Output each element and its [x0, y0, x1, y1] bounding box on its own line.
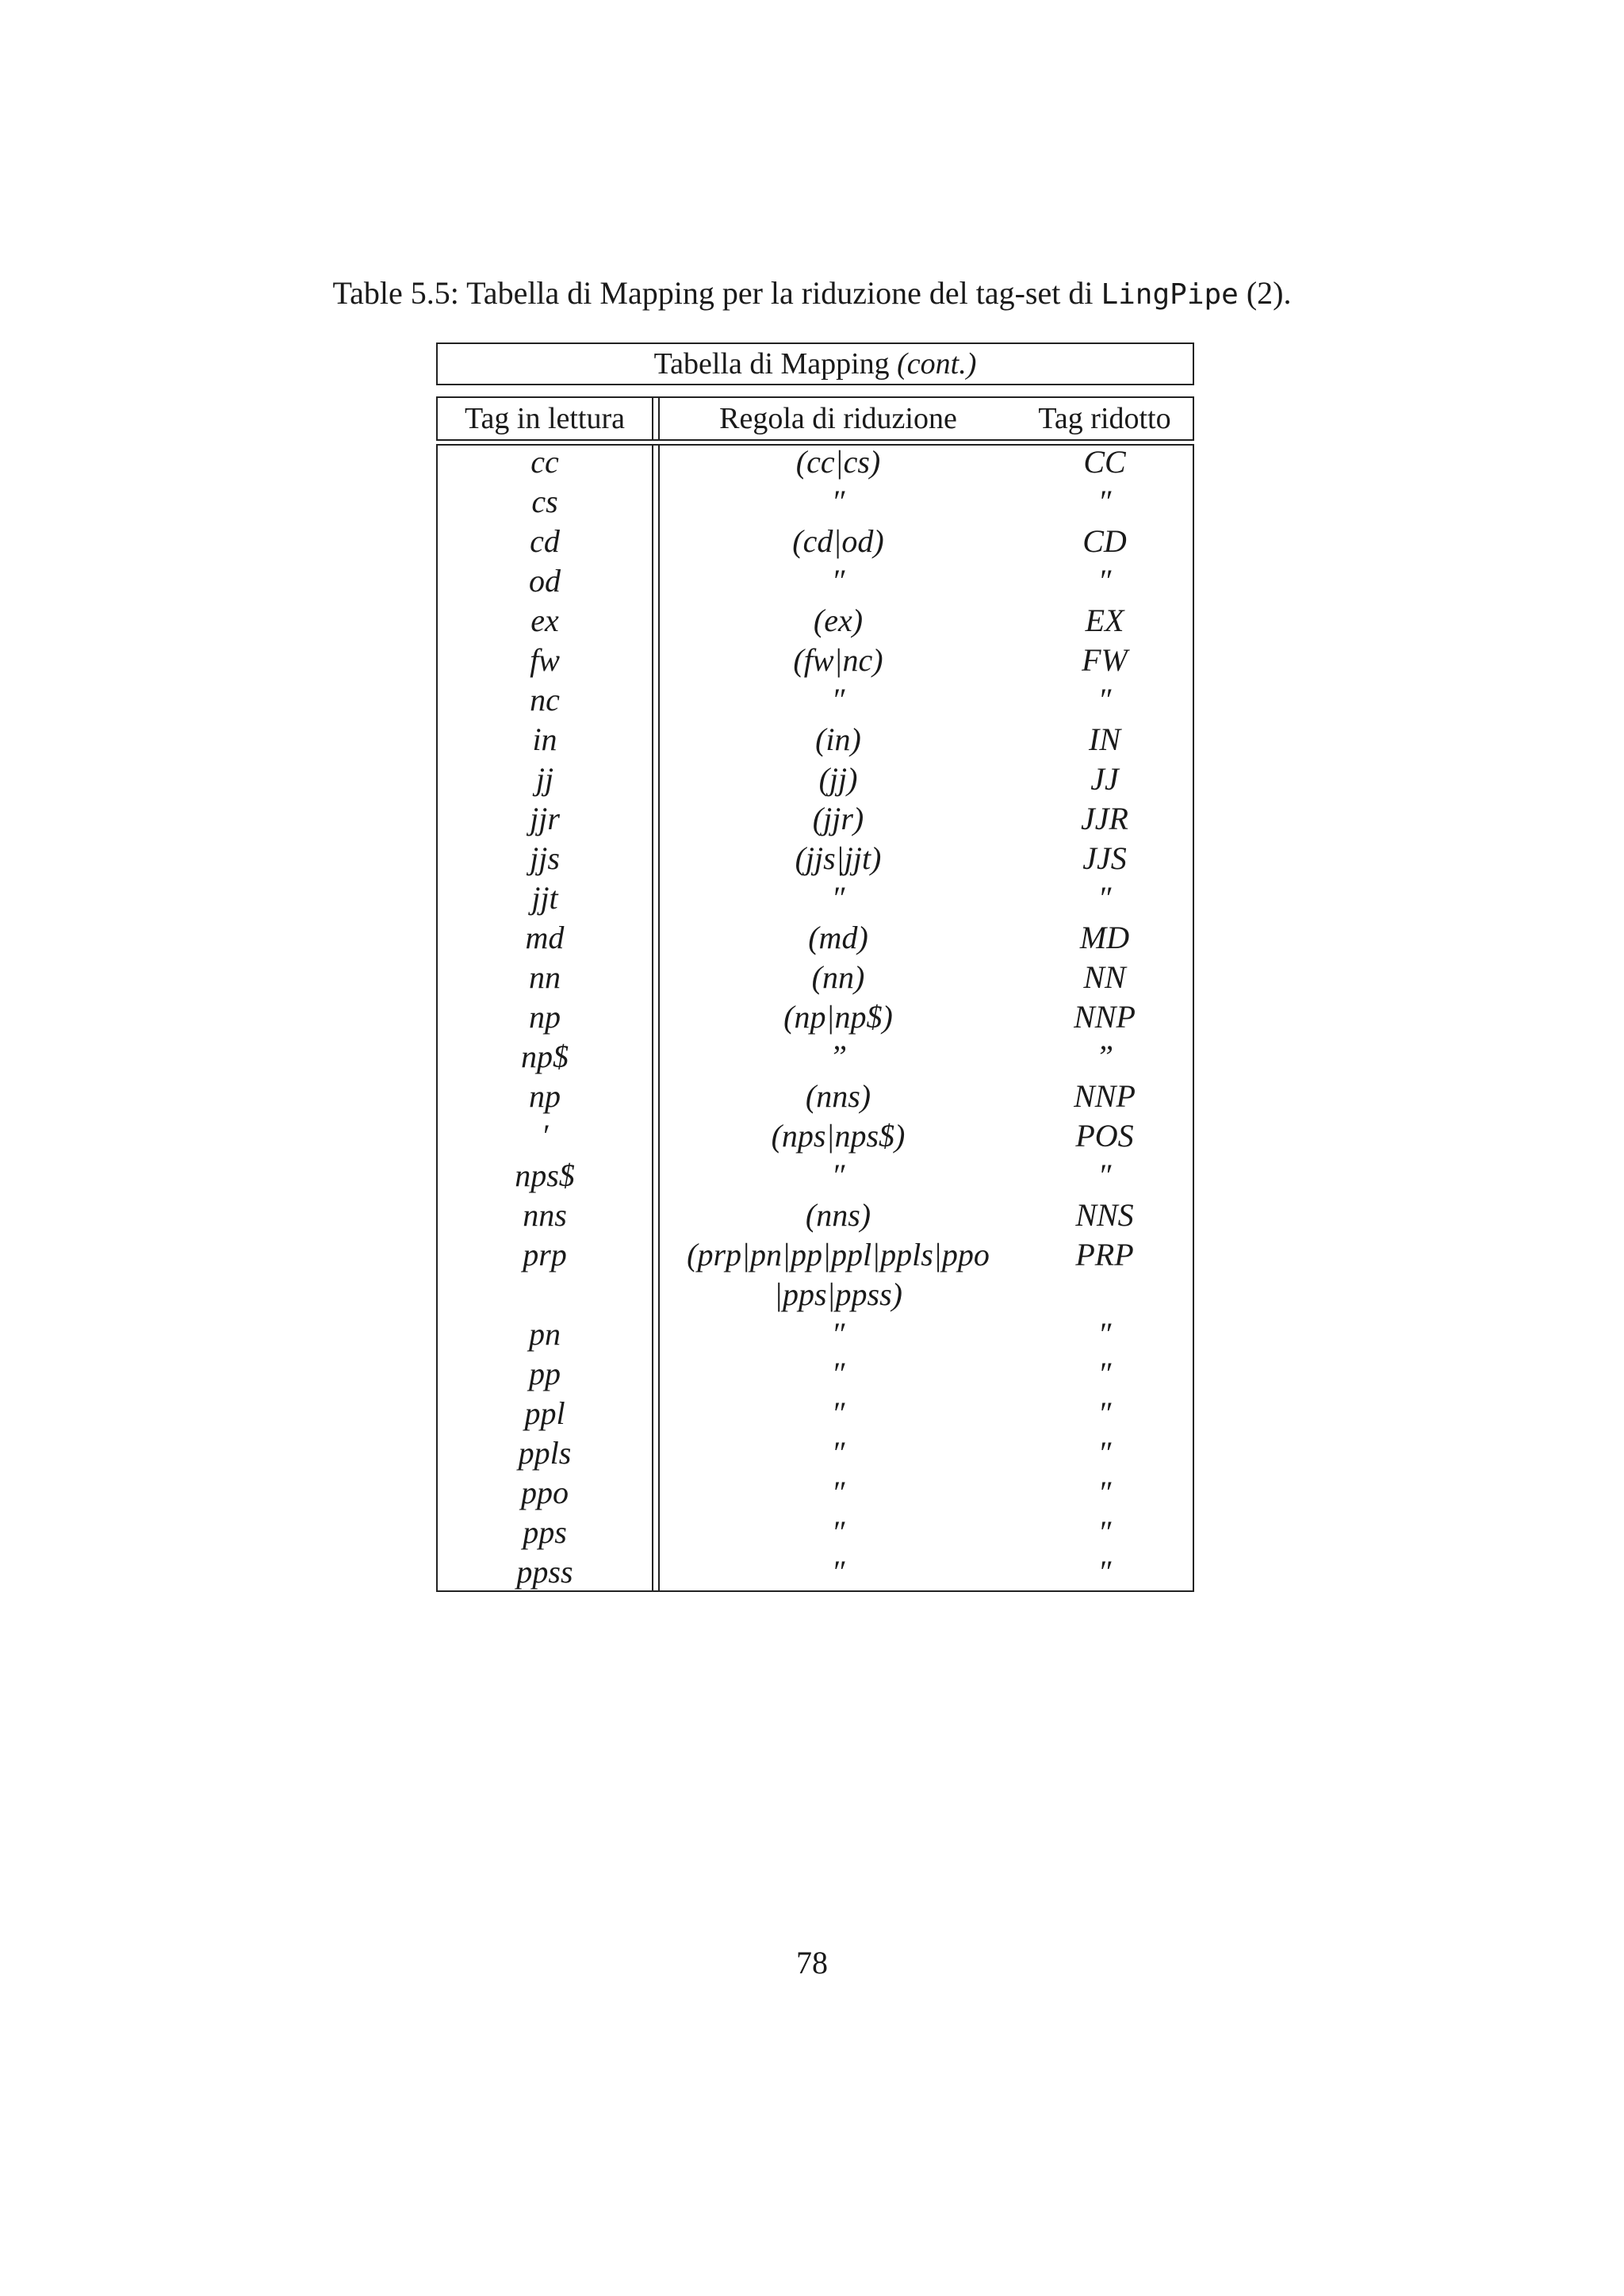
row-tag-cell: jjr — [530, 801, 560, 836]
row-reduced-cell: CC — [1083, 444, 1126, 480]
row-rule-cell: (cc|cs) — [795, 444, 881, 480]
row-tag-cell: ppss — [516, 1554, 573, 1590]
row-tag-cell: pps — [523, 1514, 567, 1550]
row-reduced-cell: ″ — [1097, 1356, 1112, 1391]
row-reduced-cell: PRP — [1075, 1237, 1134, 1272]
row-tag-cell: ppls — [518, 1435, 572, 1471]
row-rule-cell: ″ — [831, 1435, 845, 1471]
row-rule-cell: ″ — [831, 1554, 845, 1590]
table-title-box — [436, 342, 1194, 385]
row-reduced-cell: NNP — [1074, 1078, 1136, 1114]
row-tag-cell: ex — [530, 603, 559, 638]
row-tag-cell: ppl — [524, 1395, 565, 1431]
row-tag-cell: nc — [530, 682, 560, 718]
caption-code: LingPipe — [1101, 278, 1239, 311]
row-tag-cell: cs — [531, 484, 558, 519]
row-rule-cell: (md) — [808, 920, 868, 955]
row-reduced-cell: ″ — [1097, 484, 1112, 519]
row-rule-cell: (nns) — [805, 1197, 871, 1233]
row-reduced-cell: ″ — [1097, 1435, 1112, 1471]
row-reduced-cell: IN — [1089, 721, 1120, 757]
row-tag-cell: md — [525, 920, 565, 955]
row-rule-cell: ″ — [831, 1395, 845, 1431]
row-rule-cell: ″ — [831, 880, 845, 916]
row-reduced-cell: POS — [1075, 1118, 1134, 1154]
row-reduced-cell: FW — [1082, 642, 1128, 678]
row-rule-cell: |pps|ppss) — [773, 1276, 902, 1312]
row-rule-cell: (nns) — [805, 1078, 871, 1114]
row-reduced-cell: NN — [1083, 959, 1126, 995]
row-reduced-cell: ″ — [1097, 1475, 1112, 1510]
row-rule-cell: ″ — [831, 1475, 845, 1510]
row-reduced-cell: ″ — [1097, 1554, 1112, 1590]
row-rule-cell: ″ — [831, 563, 845, 599]
table-title: Tabella di Mapping — [653, 347, 898, 381]
page-number: 78 — [796, 1945, 828, 1980]
row-tag-cell: np — [529, 999, 561, 1035]
caption-prefix: Table 5.5: Tabella di Mapping per la riduzione del tag-set di — [332, 275, 1101, 311]
header-regola-di-riduzione: Regola di riduzione — [719, 402, 957, 435]
row-reduced-cell: MD — [1079, 920, 1130, 955]
row-tag-cell: nn — [529, 959, 561, 995]
row-reduced-cell: JJS — [1082, 840, 1127, 876]
row-tag-cell: np — [529, 1078, 561, 1114]
body-divider-1 — [652, 444, 653, 1592]
header-tag-in-lettura: Tag in lettura — [464, 402, 626, 435]
row-tag-cell: prp — [523, 1237, 567, 1272]
row-rule-cell: ″ — [831, 1158, 845, 1193]
row-reduced-cell: ″ — [1097, 1514, 1112, 1550]
row-tag-cell: jjt — [531, 880, 558, 916]
caption-suffix: (2). — [1238, 275, 1292, 311]
row-tag-cell: nns — [523, 1197, 567, 1233]
row-tag-cell: jj — [535, 761, 554, 797]
row-rule-cell: ” — [829, 1039, 848, 1074]
row-rule-cell: (in) — [815, 721, 861, 757]
row-reduced-cell: ″ — [1097, 1395, 1112, 1431]
row-rule-cell: (prp|pn|pp|ppl|ppls|ppo — [687, 1237, 990, 1272]
row-tag-cell: fw — [530, 642, 560, 678]
header-tag-ridotto: Tag ridotto — [1038, 402, 1171, 435]
row-reduced-cell: ” — [1095, 1039, 1114, 1074]
header-divider-1 — [652, 396, 653, 441]
row-rule-cell: (nps|nps$) — [771, 1118, 906, 1154]
row-rule-cell: ″ — [831, 1316, 845, 1352]
row-rule-cell: (nn) — [811, 959, 865, 995]
row-rule-cell: (jj) — [818, 761, 858, 797]
row-reduced-cell: EX — [1085, 603, 1124, 638]
row-tag-cell: pn — [529, 1316, 561, 1352]
row-rule-cell: (ex) — [813, 603, 864, 638]
row-tag-cell: cc — [530, 444, 559, 480]
row-rule-cell: (cd|od) — [792, 523, 884, 559]
row-tag-cell: np$ — [521, 1039, 569, 1074]
row-tag-cell: jjs — [530, 840, 560, 876]
row-tag-cell: cd — [530, 523, 560, 559]
row-tag-cell: nps$ — [515, 1158, 575, 1193]
row-tag-cell: od — [529, 563, 561, 599]
row-rule-cell: ″ — [831, 682, 845, 718]
row-reduced-cell: ″ — [1097, 1158, 1112, 1193]
row-reduced-cell: ″ — [1097, 1316, 1112, 1352]
table-title-cont: (cont.) — [897, 347, 977, 381]
row-rule-cell: ″ — [831, 484, 845, 519]
row-rule-cell: ″ — [831, 1514, 845, 1550]
row-tag-cell: ppo — [521, 1475, 569, 1510]
row-rule-cell: (fw|nc) — [793, 642, 883, 678]
table-caption — [0, 270, 1624, 319]
row-tag-cell: pp — [529, 1356, 561, 1391]
row-tag-cell: ′ — [541, 1118, 549, 1154]
row-rule-cell: ″ — [831, 1356, 845, 1391]
row-reduced-cell: ″ — [1097, 880, 1112, 916]
row-rule-cell: (jjs|jjt) — [795, 840, 882, 876]
row-tag-cell: in — [532, 721, 557, 757]
row-reduced-cell: JJR — [1081, 801, 1128, 836]
row-rule-cell: (jjr) — [812, 801, 864, 836]
row-rule-cell: (np|np$) — [783, 999, 893, 1035]
row-reduced-cell: JJ — [1090, 761, 1119, 797]
row-reduced-cell: CD — [1082, 523, 1127, 559]
row-reduced-cell: NNP — [1074, 999, 1136, 1035]
row-reduced-cell: NNS — [1075, 1197, 1134, 1233]
row-reduced-cell: ″ — [1097, 682, 1112, 718]
row-reduced-cell: ″ — [1097, 563, 1112, 599]
